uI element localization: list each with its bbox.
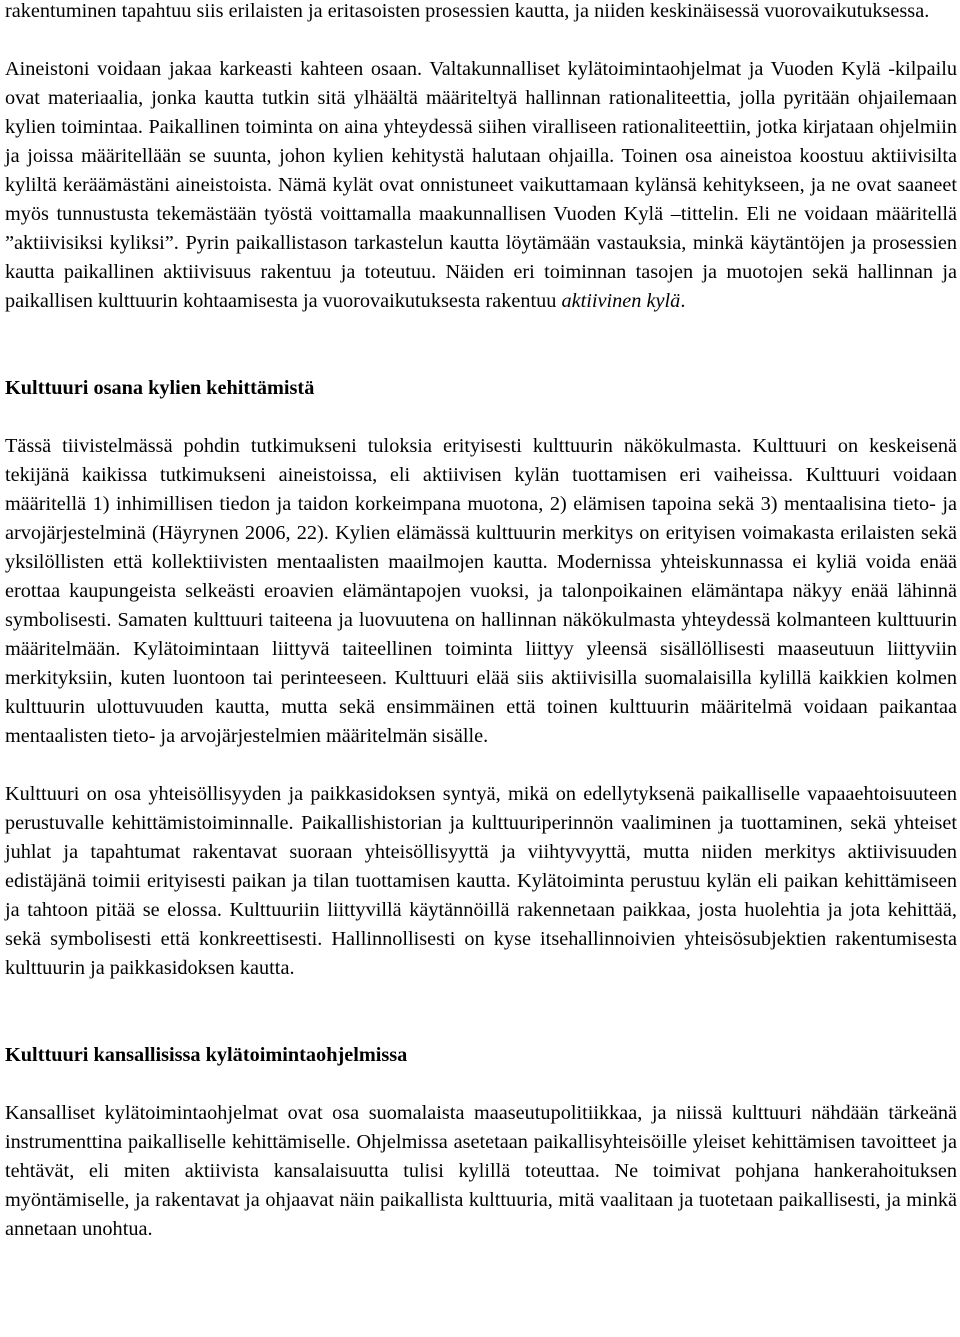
- paragraph-material-text: Aineistoni voidaan jakaa karkeasti kahteen osaan. Valtakunnalliset kylätoimintaohjelmat ja Vuoden Kylä -kilpailu ovat materiaalia, jonka kautta tutkin sitä ylhäältä määriteltyä hallinnan rationaliteettia, jolla pyritään ohjailemaan kylien toimintaa. Paikallinen toiminta on aina yhteydessä siihen viralliseen rationaliteettiin, jotka kirjataan ohjelmiin ja joissa määritellään se suunta, johon kylien kehitystä halutaan ohjailla. Toinen osa aineistoa koostuu aktiivisilta kyliltä keräämästäni aineistoista. Nämä kylät ovat onnistuneet vaikuttamaan kylänsä kehitykseen, ja ne ovat saaneet myös tunnustusta tekemästään työstä voittamalla maakunnallisen Vuoden Kylä –tittelin. Eli ne voidaan määritellä ”aktiivisiksi kyliksi”. Pyrin paikallistason tarkastelun kautta löytämään vastauksia, minkä käytäntöjen ja prosessien kautta paikallinen aktiivisuus rakentuu ja toteutuu. Näiden eri toiminnan tasojen ja muotojen sekä hallinnan ja paikallisen kulttuurin kohtaamisesta ja vuorovaikutuksesta rakentuu: [5, 58, 957, 312]
- paragraph-community: Kulttuuri on osa yhteisöllisyyden ja paikkasidoksen syntyä, mikä on edellytyksenä paikalliselle vapaaehtoisuuteen perustuvalle kehittämistoiminnalle. Paikallishistorian ja kulttuuriperinnön vaaliminen ja tuottaminen, sekä yhteiset juhlat ja tapahtumat rakentavat suoraan yhteisöllisyyttä ja viihtyvyyttä, mutta niiden merkitys aktiivisuuden edistäjänä toimii erityisesti paikan ja tilan tuottamisen kautta. Kylätoiminta perustuu kylän eli paikan kehittämiseen ja tahtoon pitää se elossa. Kulttuuriin liittyvillä käytännöillä rakennetaan paikkaa, josta huolehtia ja jota kehittää, sekä symbolisesti että konkreettisesti. Hallinnollisesti on kyse itsehallinnoivien yhteisösubjektien rakentumisesta kulttuurin ja paikkasidoksen kautta.: [5, 783, 957, 979]
- section-heading-national-programs: Kulttuuri kansallisissa kylätoimintaohjelmissa: [5, 1044, 408, 1066]
- paragraph-continuation: rakentuminen tapahtuu siis erilaisten ja eritasoisten prosessien kautta, ja niiden keskinäisessä vuorovaikutuksessa.: [5, 0, 930, 22]
- document-page: [5, 0, 957, 1244]
- paragraph-material-end: .: [680, 290, 686, 312]
- paragraph-material: [5, 55, 957, 316]
- paragraph-culture-definition: Tässä tiivistelmässä pohdin tutkimukseni tuloksia erityisesti kulttuurin näkökulmasta. Kulttuuri on keskeisenä tekijänä kaikissa tutkimukseni aineistoissa, eli aktiivisen kylän tuottamisen eri vaiheissa. Kulttuuri voidaan määritellä 1) inhimillisen tiedon ja taidon korkeimpana muotona, 2) elämisen tapoina sekä 3) mentaalisina tieto- ja arvojärjestelminä (Häyrynen 2006, 22). Kylien elämässä kulttuurin merkitys on erityisen voimakasta erilaisten sekä yksilöllisten että kollektiivisten mentaalisten maailmojen kautta. Modernissa yhteiskunnassa ei kyliä voida enää erottaa kaupungeista selkeästi eroavien elämäntapojen vuoksi, ja talonpoikainen elämäntapa näkyy enää lähinnä symbolisesti. Samaten kulttuuri taiteena ja luovuutena on hallinnan näkökulmasta yhteydessä kolmanteen kulttuurin määritelmään. Kylätoimintaan liittyvä taiteellinen toiminta liittyy yleensä sisällöllisesti maaseutuun liittyviin merkityksiin, kuten luontoon tai perinteeseen. Kulttuuri elää siis aktiivisilla suomalaisilla kylillä kaikkien kolmen kulttuurin ulottuvuuden kautta, mutta sekä ensimmäinen että toinen kulttuurin määritelmä voidaan paikantaa mentaalisten tieto- ja arvojärjestelmien määritelmän sisälle.: [5, 435, 957, 747]
- emphasis-active-village: aktiivinen kylä: [561, 290, 681, 312]
- section-heading-culture-development: Kulttuuri osana kylien kehittämistä: [5, 377, 315, 399]
- paragraph-national-programs: Kansalliset kylätoimintaohjelmat ovat osa suomalaista maaseutupolitiikkaa, ja niissä kulttuuri nähdään tärkeänä instrumenttina paikalliselle kehittämiselle. Ohjelmissa asetetaan paikallisyhteisöille yleiset kehittämisen tavoitteet ja tehtävät, eli miten aktiivista kansalaisuutta tulisi kylillä toteuttaa. Ne toimivat pohjana hankerahoituksen myöntämiselle, ja rakentavat ja ohjaavat näin paikallista kulttuuria, mitä vaalitaan ja tuotetaan paikallisesti, ja minkä annetaan unohtua.: [5, 1102, 957, 1240]
